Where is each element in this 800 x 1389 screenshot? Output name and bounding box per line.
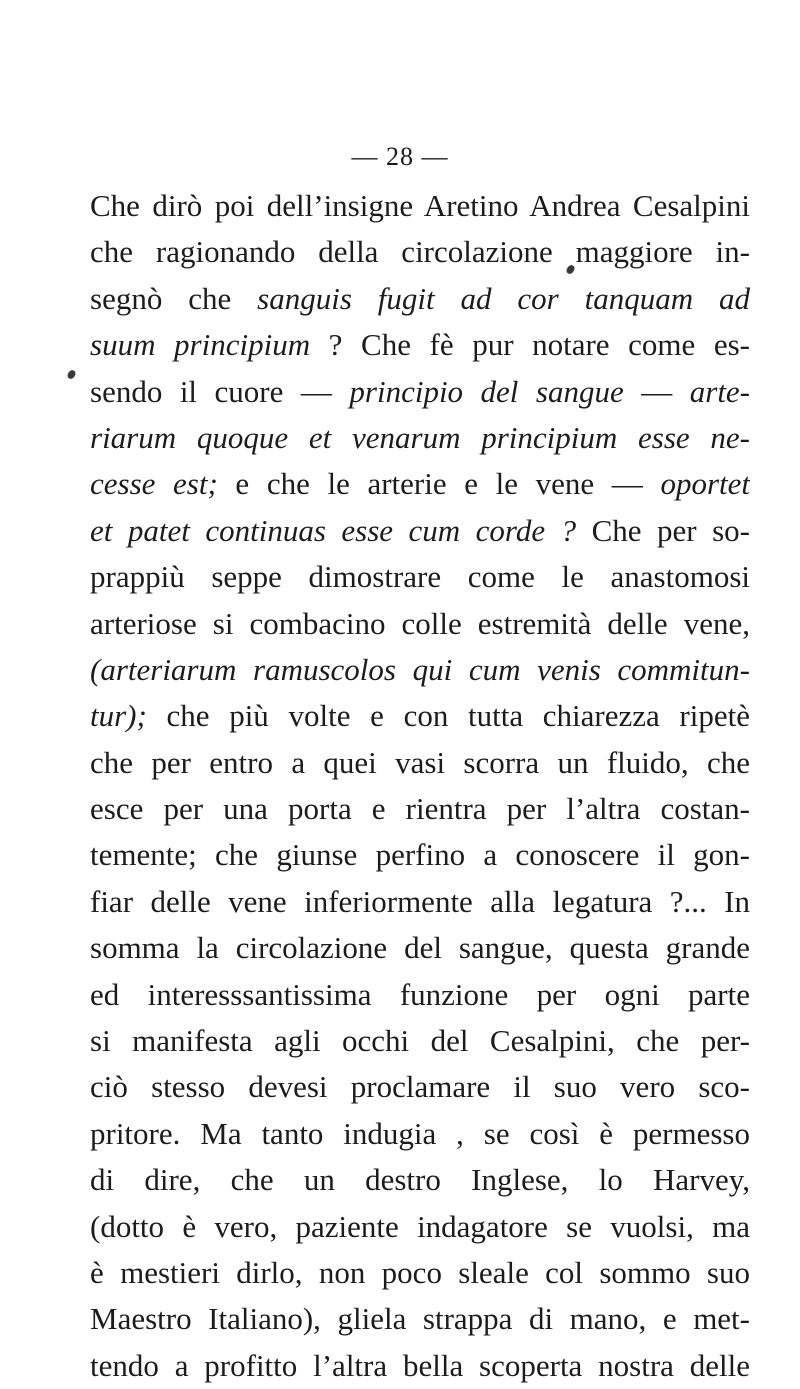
italic-text: (arteriarum ramuscolos qui cum venis commitun- <box>90 651 750 687</box>
text-segment: — <box>623 373 690 409</box>
text-segment: e che le arterie e le vene — <box>217 466 661 502</box>
text-segment: ? Che fè pur notare come es- <box>310 327 750 363</box>
text-line <box>90 1296 750 1342</box>
text-line <box>90 508 750 554</box>
italic-text: suum principium <box>90 327 311 363</box>
text-segment: si manifesta agli occhi del Cesalpini, che per- <box>90 1023 750 1059</box>
ink-speck <box>66 369 76 380</box>
text-line <box>90 369 750 415</box>
italic-text: oportet <box>660 466 750 502</box>
text-segment: Che per so- <box>576 512 750 548</box>
text-line <box>90 322 750 368</box>
text-segment: pritore. Ma tanto indugia , se così è permesso <box>90 1115 750 1151</box>
text-segment: ed interesssantissima funzione per ogni parte <box>90 976 750 1012</box>
text-segment: che per entro a quei vasi scorra un fluido, che <box>90 744 750 780</box>
text-segment: Che dirò poi dell’insigne Aretino Andrea Cesalpini <box>90 188 750 223</box>
text-line <box>90 1204 750 1250</box>
text-segment: prappiù seppe dimostrare come le anastomosi <box>90 559 750 595</box>
text-line <box>90 786 750 832</box>
text-line <box>90 1064 750 1110</box>
text-segment: che più volte e con tutta chiarezza ripetè <box>146 698 750 734</box>
text-segment: sendo il cuore — <box>90 373 350 409</box>
italic-text: sanguis fugit ad cor tanquam ad <box>257 280 750 316</box>
text-segment: somma la circolazione del sangue, questa grande <box>90 930 750 966</box>
text-segment: temente; che giunse perfino a conoscere il gon- <box>90 837 750 873</box>
italic-text: arte- <box>689 373 750 409</box>
text-line <box>90 879 750 925</box>
text-segment: tendo a profitto l’altra bella scoperta nostra delle <box>90 1347 750 1383</box>
text-line <box>90 647 750 693</box>
text-line <box>90 276 750 322</box>
text-line <box>90 415 750 461</box>
text-line <box>90 183 750 229</box>
text-line <box>90 740 750 786</box>
text-line <box>90 601 750 647</box>
text-line <box>90 693 750 739</box>
text-line <box>90 832 750 878</box>
text-segment: Maestro Italiano), gliela strappa di mano, e met- <box>90 1301 750 1337</box>
text-segment: fiar delle vene inferiormente alla legatura ?... In <box>90 883 750 919</box>
text-segment: esce per una porta e rientra per l’altra costan- <box>90 791 750 827</box>
text-segment: di dire, che un destro Inglese, lo Harvey, <box>90 1162 750 1198</box>
text-line <box>90 972 750 1018</box>
text-line <box>90 1018 750 1064</box>
body-text <box>90 183 750 1389</box>
italic-text: et patet continuas esse cum corde ? <box>90 512 577 548</box>
text-line <box>90 1343 750 1389</box>
text-segment: che ragionando della circolazione maggiore in- <box>90 234 750 270</box>
text-segment: è mestieri dirlo, non poco sleale col sommo suo <box>90 1254 750 1290</box>
text-segment: (dotto è vero, paziente indagatore se vuolsi, ma <box>90 1208 750 1244</box>
page-number: — 28 — <box>351 142 449 171</box>
text-line <box>90 1111 750 1157</box>
italic-text: tur); <box>90 698 147 734</box>
text-line <box>90 925 750 971</box>
text-segment: segnò che <box>90 280 258 316</box>
text-line <box>90 229 750 275</box>
italic-text: principio del sangue <box>349 373 624 409</box>
text-line <box>90 461 750 507</box>
text-segment: arteriose si combacino colle estremità delle vene, <box>90 605 750 641</box>
text-line <box>90 1157 750 1203</box>
italic-text: riarum quoque et venarum principium esse ne- <box>90 419 750 455</box>
italic-text: cesse est; <box>90 466 218 502</box>
text-segment: ciò stesso devesi proclamare il suo vero sco- <box>90 1069 750 1105</box>
text-line <box>90 1250 750 1296</box>
text-line <box>90 554 750 600</box>
